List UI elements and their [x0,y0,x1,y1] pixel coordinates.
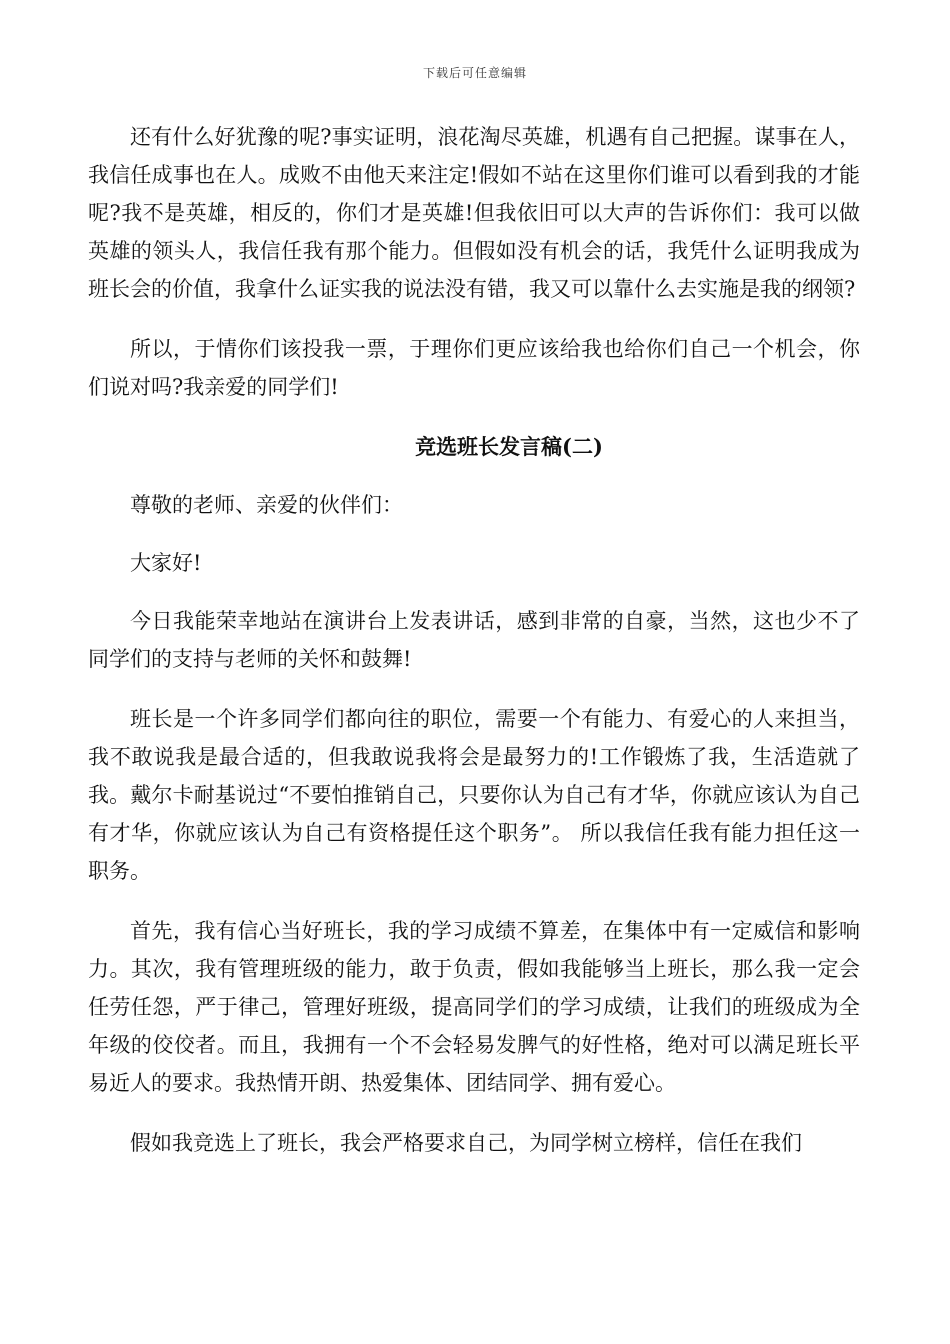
paragraph-6: 假如我竞选上了班长，我会严格要求自己，为同学树立榜样，信任在我们 [130,1131,802,1155]
paragraph-1: 还有什么好犹豫的呢?事实证明，浪花淘尽英雄，机遇有自己把握。谋事在人，我信任成事也在人。成败不由他天来注定!假如不站在这里你们谁可以看到我的才能呢?我不是英雄，相反的，你们才是英雄!但我依旧可以大声的告诉你们：我可以做英雄的领头人，我信任我有那个能力。但假如没有机会的话，我凭什么证明我成为班长会的价值，我拿什么证实我的说法没有错，我又可以靠什么去实施是我的纲领? [88,125,860,301]
paragraph-5: 首先，我有信心当好班长，我的学习成绩不算差，在集体中有一定威信和影响力。其次，我有管理班级的能力，敢于负责，假如我能够当上班长，那么我一定会任劳任怨，严于律己，管理好班级，提高同学们的学习成绩，让我们的班级成为全年级的佼佼者。而且，我拥有一个不会轻易发脾气的好性格，绝对可以满足班长平易近人的要求。我热情开朗、热爱集体、团结同学、拥有爱心。 [88,919,860,1095]
paragraph-4: 班长是一个许多同学们都向往的职位，需要一个有能力、有爱心的人来担当，我不敢说我是最合适的，但我敢说我将会是最努力的!工作锻炼了我，生活造就了我。戴尔卡耐基说过“不要怕推销自己，只要你认为自己有才华，你就应该认为自己有才华，你就应该认为自己有资格提任这个职务”。 所以我信任我有能力担任这一职务。 [88,707,860,883]
greeting-paragraph: 大家好! [130,551,202,575]
paragraph-3: 今日我能荣幸地站在演讲台上发表讲话，感到非常的自豪，当然，这也少不了同学们的支持与老师的关怀和鼓舞! [88,609,860,671]
section-title: 竞选班长发言稿(二) [415,434,603,459]
header-note: 下载后可任意编辑 [422,66,527,80]
paragraph-2: 所以，于情你们该投我一票，于理你们更应该给我也给你们自己一个机会，你们说对吗?我亲爱的同学们! [88,337,860,399]
salutation-paragraph: 尊敬的老师、亲爱的伙伴们： [130,493,403,517]
document-body [88,118,860,1184]
